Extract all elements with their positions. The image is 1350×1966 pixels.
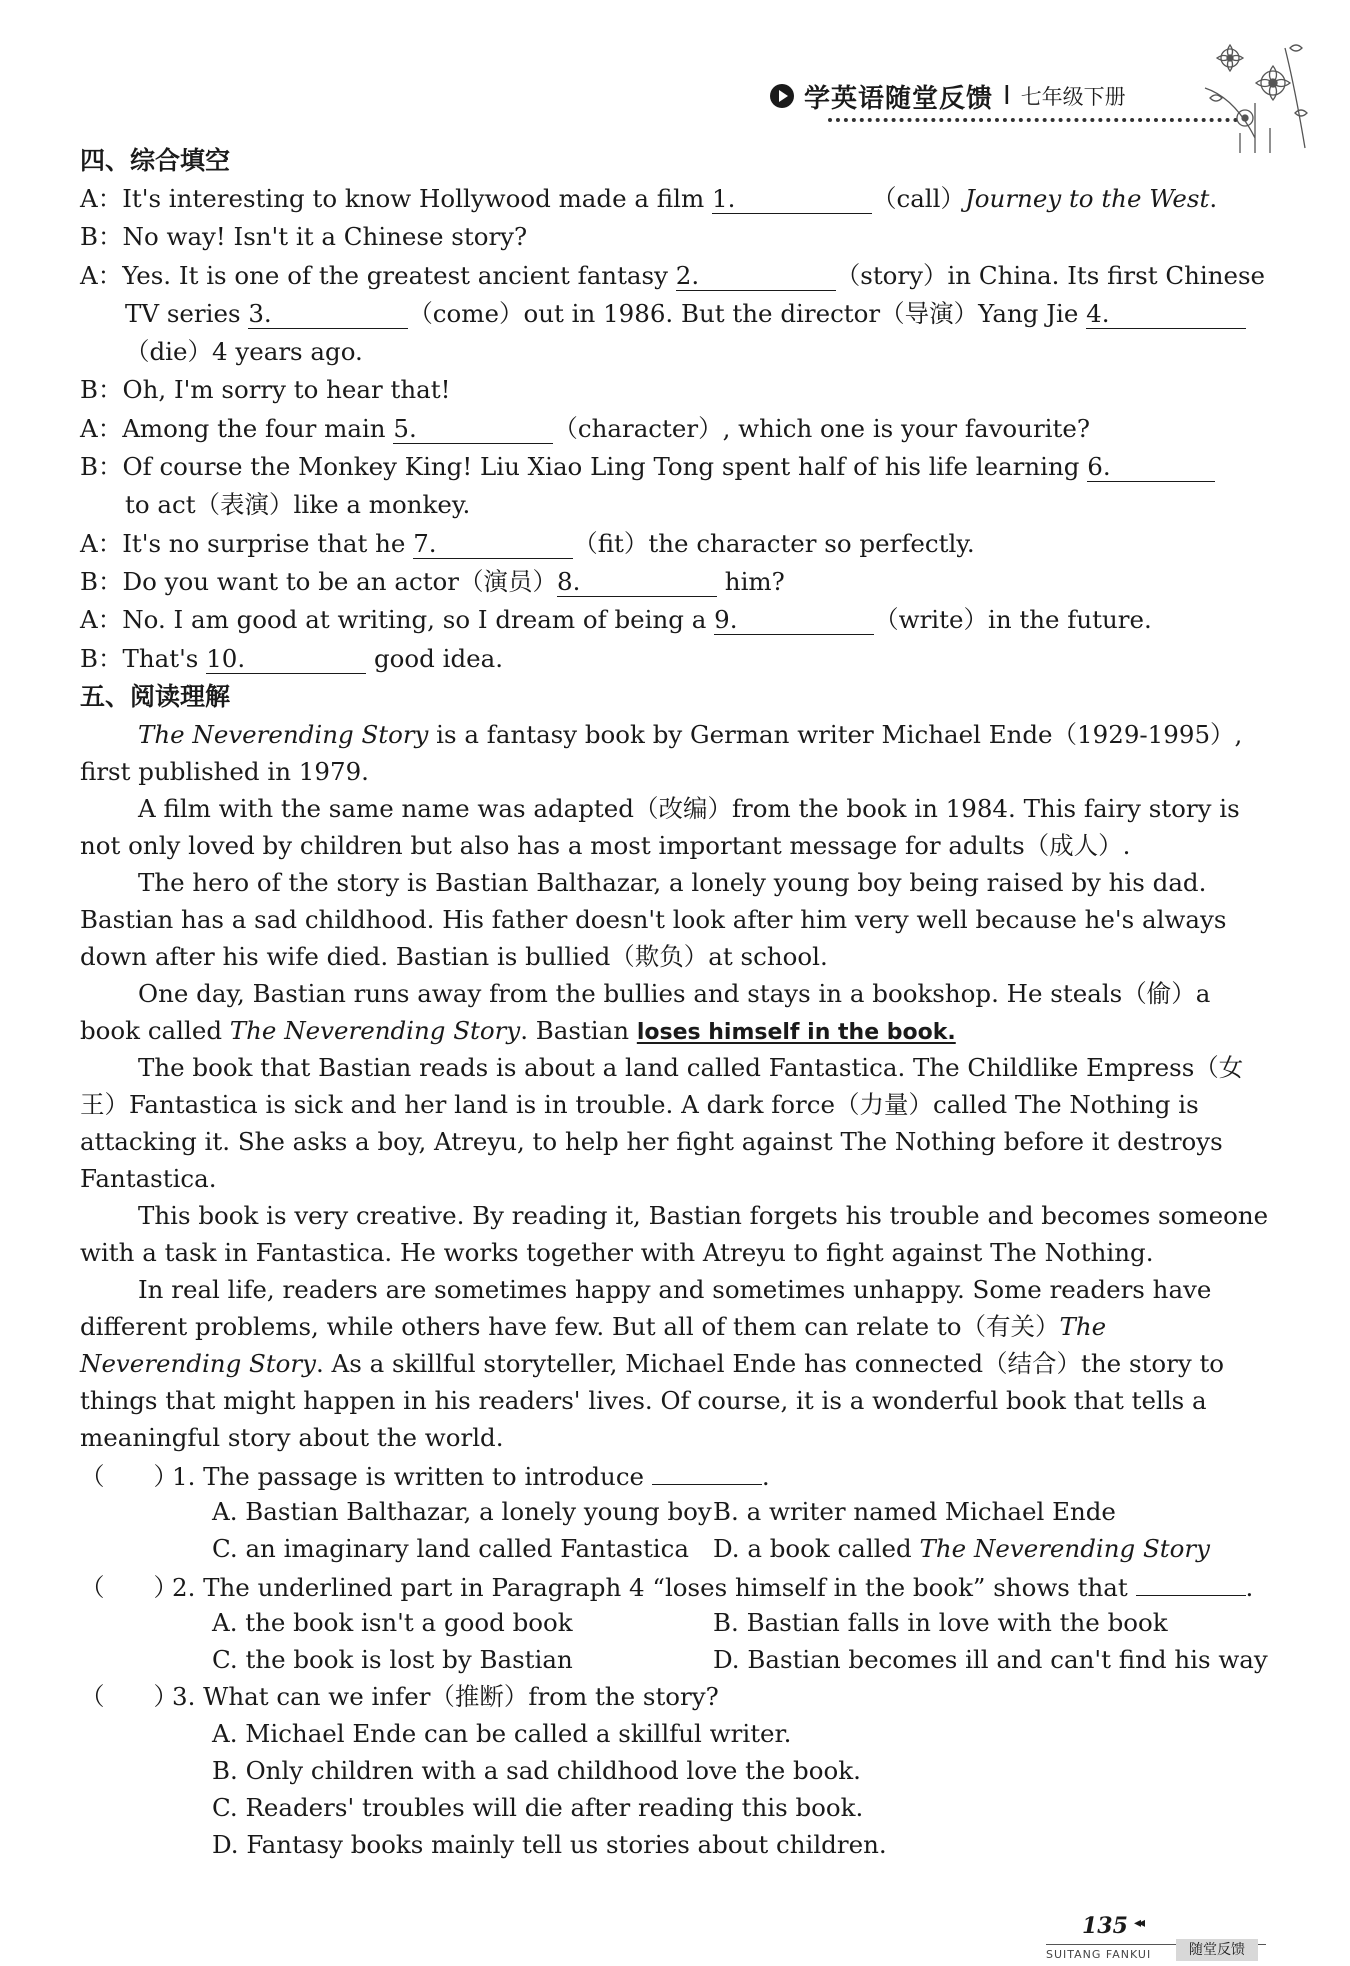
answer-blank[interactable]: 4. (1086, 300, 1246, 329)
question-3-option-row (80, 1789, 1240, 1826)
question-3-option-row (80, 1752, 1240, 1789)
passage-line: things that might happen in his readers' lives. Of course, it is a wonderful book that tells a (80, 1385, 1207, 1415)
option-c[interactable]: C. Readers' troubles will die after reading this book. (212, 1792, 864, 1822)
question-2-options-row (80, 1641, 1268, 1678)
passage-line: The Neverending Story is a fantasy book by German writer Michael Ende（1929-1995）, (138, 719, 1243, 749)
answer-parentheses[interactable]: （ ） (80, 1572, 178, 1602)
answer-blank[interactable]: 5. (393, 415, 553, 444)
page-content (80, 142, 1269, 1863)
dialogue-line: B：No way! Isn't it a Chinese story? (80, 222, 528, 252)
answer-blank[interactable]: 1. (712, 185, 872, 214)
answer-blank[interactable]: 8. (557, 568, 717, 597)
passage-line: book called The Neverending Story. Bastian loses himself in the book. (80, 1015, 956, 1045)
footer-brand-en: SUITANG FANKUI (1046, 1948, 1152, 1961)
question-2: （ ）2. The underlined part in Paragraph 4 “loses himself in the book” shows that . (80, 1567, 1240, 1604)
dialogue-line: B：Of course the Monkey King! Liu Xiao Ling Tong spent half of his life learning 6. (80, 448, 1240, 486)
footer-brand-cn: 随堂反馈 (1176, 1939, 1258, 1961)
option-a[interactable]: A. Michael Ende can be called a skillful writer. (212, 1718, 792, 1748)
passage-line: meaningful story about the world. (80, 1422, 504, 1452)
answer-blank[interactable] (1136, 1567, 1246, 1596)
question-1-options-row (80, 1530, 1240, 1567)
question-1-options-row (80, 1493, 1240, 1530)
passage-line: different problems, while others have few. But all of them can relate to（有关）The (80, 1311, 1107, 1341)
option-d[interactable]: D. Fantasy books mainly tell us stories about children. (212, 1829, 887, 1859)
question-2-options-row (80, 1604, 1240, 1641)
option-c[interactable]: C. an imaginary land called Fantastica (212, 1533, 689, 1563)
passage-line: first published in 1979. (80, 756, 369, 786)
passage-line: One day, Bastian runs away from the bullies and stays in a bookshop. He steals（偷）a (138, 978, 1211, 1008)
option-b[interactable]: B. a writer named Michael Ende (713, 1496, 1116, 1526)
book-subtitle: 七年级下册 (1020, 85, 1126, 109)
passage-line: This book is very creative. By reading it, Bastian forgets his trouble and becomes someone (138, 1200, 1269, 1230)
header-separator: I (1003, 81, 1011, 111)
option-d[interactable]: D. a book called The Neverending Story (713, 1533, 1210, 1563)
passage-line: The book that Bastian reads is about a land called Fantastica. The Childlike Empress（女 (138, 1052, 1244, 1082)
page-header (770, 72, 1126, 120)
play-icon (770, 84, 794, 108)
header-dotted-rule (828, 118, 1238, 122)
question-3-option-row (80, 1826, 1240, 1863)
flower-decoration-icon (1195, 28, 1315, 158)
page-number: 135 (1082, 1913, 1128, 1939)
dialogue-line: B：Oh, I'm sorry to hear that! (80, 375, 451, 405)
dialogue-line: B：That's 10. good idea. (80, 643, 504, 673)
answer-parentheses[interactable]: （ ） (80, 1681, 178, 1711)
passage-line: Neverending Story. As a skillful storyteller, Michael Ende has connected（结合）the story to (80, 1348, 1225, 1378)
dialogue-line: A：Yes. It is one of the greatest ancient fantasy 2. （story）in China. Its first Chinese (80, 260, 1266, 290)
passage-line: with a task in Fantastica. He works together with Atreyu to fight against The Nothing. (80, 1237, 1154, 1267)
option-d[interactable]: D. Bastian becomes ill and can't find his way (713, 1644, 1268, 1674)
option-b[interactable]: B. Only children with a sad childhood love the book. (212, 1755, 861, 1785)
underlined-phrase: loses himself in the book. (636, 1019, 956, 1045)
question-1: （ ）1. The passage is written to introduce . (80, 1456, 1240, 1493)
answer-blank[interactable]: 7. (413, 530, 573, 559)
dialogue-line: A：No. I am good at writing, so I dream of being a 9. （write）in the future. (80, 605, 1152, 635)
option-a[interactable]: A. Bastian Balthazar, a lonely young boy (212, 1496, 712, 1526)
section-title-reading: 五、阅读理解 (80, 681, 231, 711)
dialogue-line: B：Do you want to be an actor（演员）8. him? (80, 566, 785, 596)
double-arrow-left-icon: ◂◂ (1134, 1915, 1143, 1931)
passage-line: down after his wife died. Bastian is bullied（欺负）at school. (80, 941, 828, 971)
passage-line: Fantastica. (80, 1163, 217, 1193)
dialogue-line: A：It's interesting to know Hollywood made a film 1. （call）Journey to the West. (80, 184, 1218, 213)
passage-line: The hero of the story is Bastian Balthazar, a lonely young boy being raised by his dad. (138, 867, 1207, 897)
dialogue-line: to act（表演）like a monkey. (125, 490, 471, 520)
dialogue-line: （die）4 years ago. (125, 337, 363, 367)
passage-line: In real life, readers are sometimes happy and sometimes unhappy. Some readers have (138, 1274, 1212, 1304)
passage-line: attacking it. She asks a boy, Atreyu, to help her fight against The Nothing before it destroys (80, 1126, 1223, 1156)
section-title-cloze: 四、综合填空 (80, 146, 231, 175)
answer-blank[interactable]: 3. (248, 300, 408, 329)
answer-blank[interactable]: 9. (714, 606, 874, 635)
option-b[interactable]: B. Bastian falls in love with the book (713, 1607, 1168, 1637)
option-c[interactable]: C. the book is lost by Bastian (212, 1644, 573, 1674)
book-title: 学英语随堂反馈 (804, 83, 994, 114)
passage-line: 王）Fantastica is sick and her land is in trouble. A dark force（力量）called The Nothing is (80, 1089, 1199, 1119)
answer-blank[interactable]: 6. (1087, 453, 1215, 482)
option-a[interactable]: A. the book isn't a good book (212, 1607, 573, 1637)
dialogue-line: A：It's no surprise that he 7. （fit）the character so perfectly. (80, 528, 975, 558)
question-3-option-row (80, 1715, 1240, 1752)
passage-line: A film with the same name was adapted（改编）from the book in 1984. This fairy story is (138, 793, 1240, 823)
answer-blank[interactable] (652, 1456, 762, 1485)
dialogue-line: A：Among the four main 5. （character）, which one is your favourite? (80, 413, 1090, 443)
question-3: （ ）3. What can we infer（推断）from the story? (80, 1678, 1240, 1715)
passage-line: Bastian has a sad childhood. His father doesn't look after him very well because he's always (80, 904, 1227, 934)
footer-brand-bar (1046, 1944, 1266, 1963)
answer-blank[interactable]: 2. (676, 262, 836, 291)
passage-line: not only loved by children but also has a most important message for adults（成人）. (80, 830, 1131, 860)
answer-parentheses[interactable]: （ ） (80, 1461, 178, 1491)
dialogue-line: TV series 3. （come）out in 1986. But the director（导演）Yang Jie 4. (80, 295, 1240, 333)
answer-blank[interactable]: 10. (206, 645, 366, 674)
